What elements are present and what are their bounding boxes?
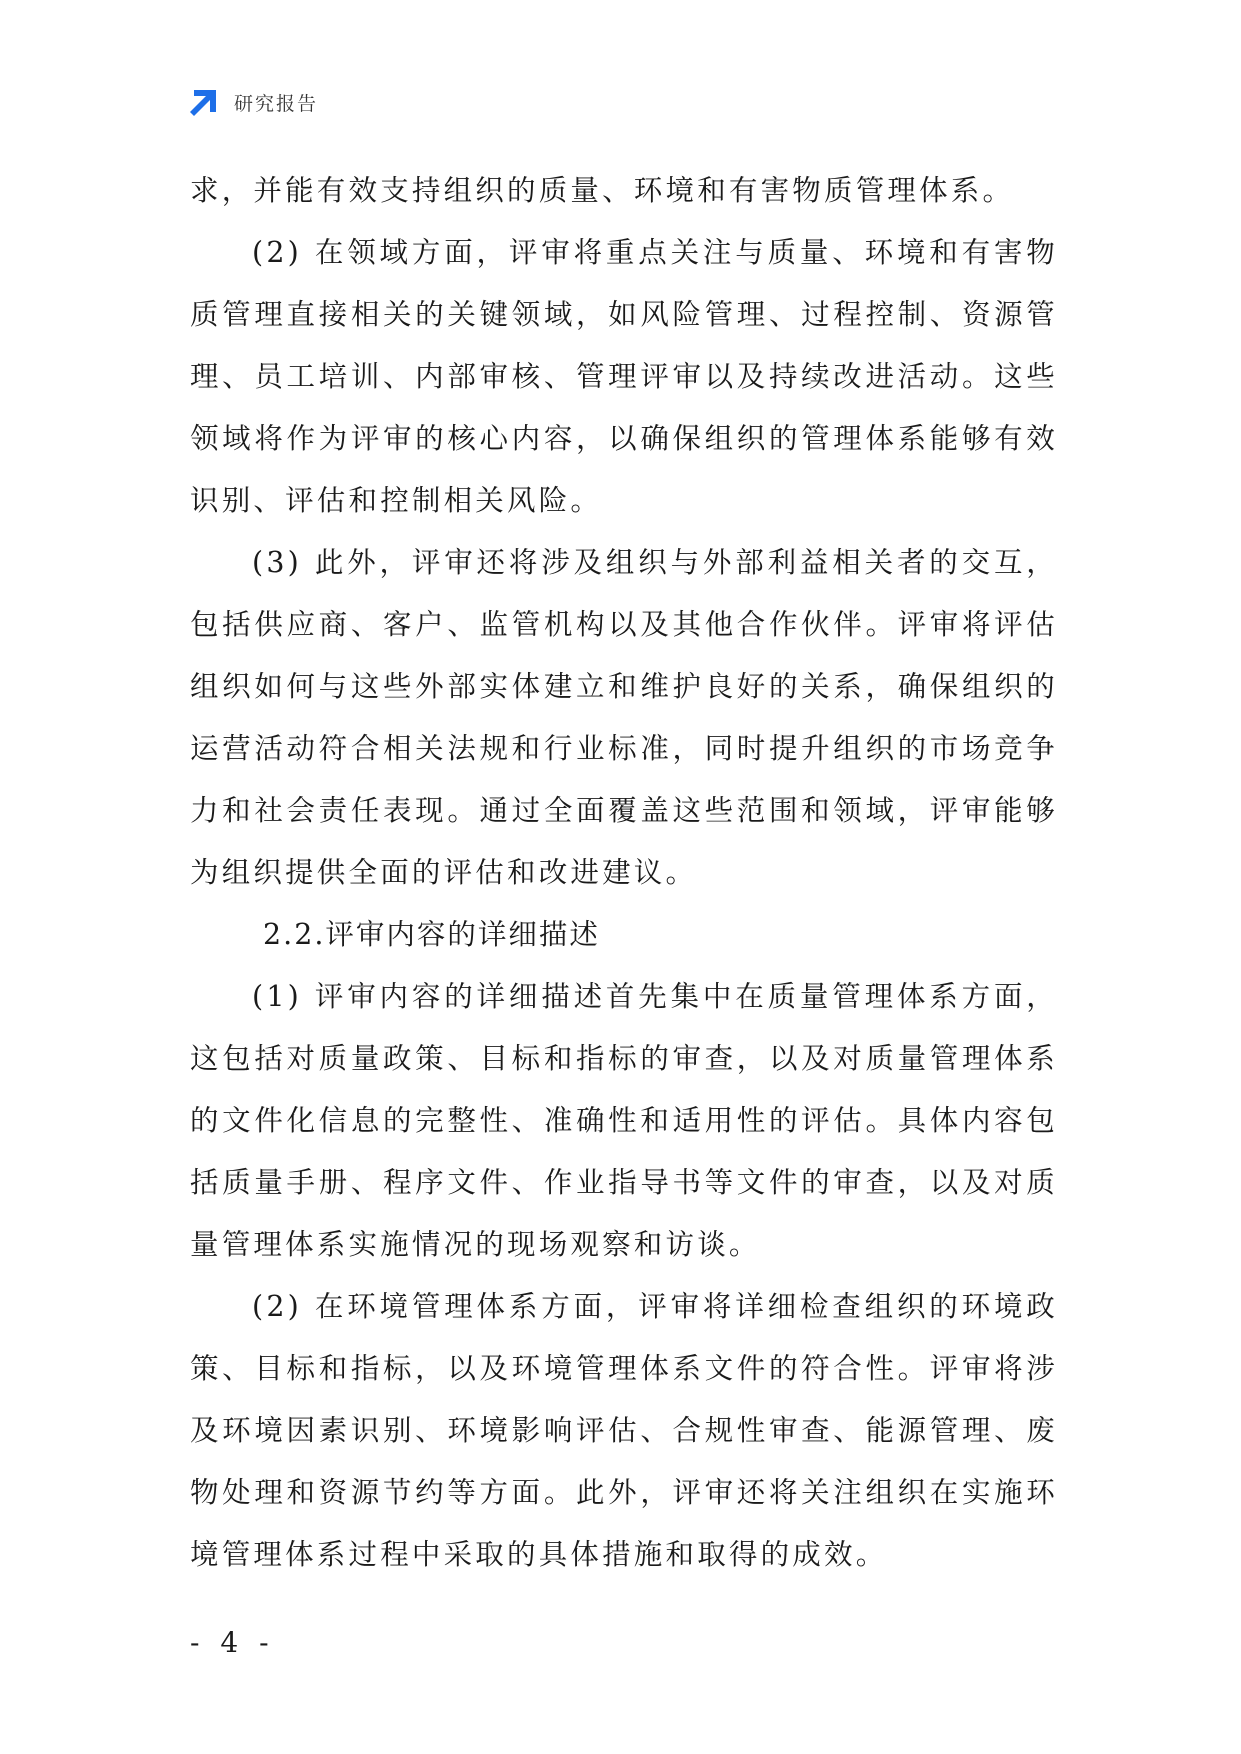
section-paragraph-2: (2) 在环境管理体系方面，评审将详细检查组织的环境政策、目标和指标，以及环境管理体系文件的符合性。评审将涉及环境因素识别、环境影响评估、合规性审查、能源管理、废物处理和资源节约等方面。此外，评审还将关注组织在实施环境管理体系过程中采取的具体措施和取得的成效。 bbox=[190, 1290, 1058, 1571]
page-number: - 4 - bbox=[190, 1626, 275, 1659]
paragraph-item-2: (2) 在领域方面，评审将重点关注与质量、环境和有害物质管理直接相关的关键领域，如风险管理、过程控制、资源管理、员工培训、内部审核、管理评审以及持续改进活动。这些领域将作为评审的核心内容，以确保组织的管理体系能够有效识别、评估和控制相关风险。 bbox=[190, 236, 1058, 517]
paragraph-continuation: 求，并能有效支持组织的质量、环境和有害物质管理体系。 bbox=[190, 174, 1015, 207]
section-heading: 2.2.评审内容的详细描述 bbox=[263, 918, 600, 951]
section-paragraph-1: (1) 评审内容的详细描述首先集中在质量管理体系方面，这包括对质量政策、目标和指标的审查，以及对质量管理体系的文件化信息的完整性、准确性和适用性的评估。具体内容包括质量手册、程序文件、作业指导书等文件的审查，以及对质量管理体系实施情况的现场观察和访谈。 bbox=[190, 980, 1058, 1261]
header-title: 研究报告 bbox=[234, 92, 319, 115]
document-body bbox=[190, 160, 1058, 1586]
page-header bbox=[188, 86, 318, 118]
arrow-up-right-logo-icon bbox=[188, 86, 220, 118]
paragraph-item-3: (3) 此外，评审还将涉及组织与外部利益相关者的交互，包括供应商、客户、监管机构以及其他合作伙伴。评审将评估组织如何与这些外部实体建立和维护良好的关系，确保组织的运营活动符合相关法规和行业标准，同时提升组织的市场竞争力和社会责任表现。通过全面覆盖这些范围和领域，评审能够为组织提供全面的评估和改进建议。 bbox=[190, 546, 1058, 889]
